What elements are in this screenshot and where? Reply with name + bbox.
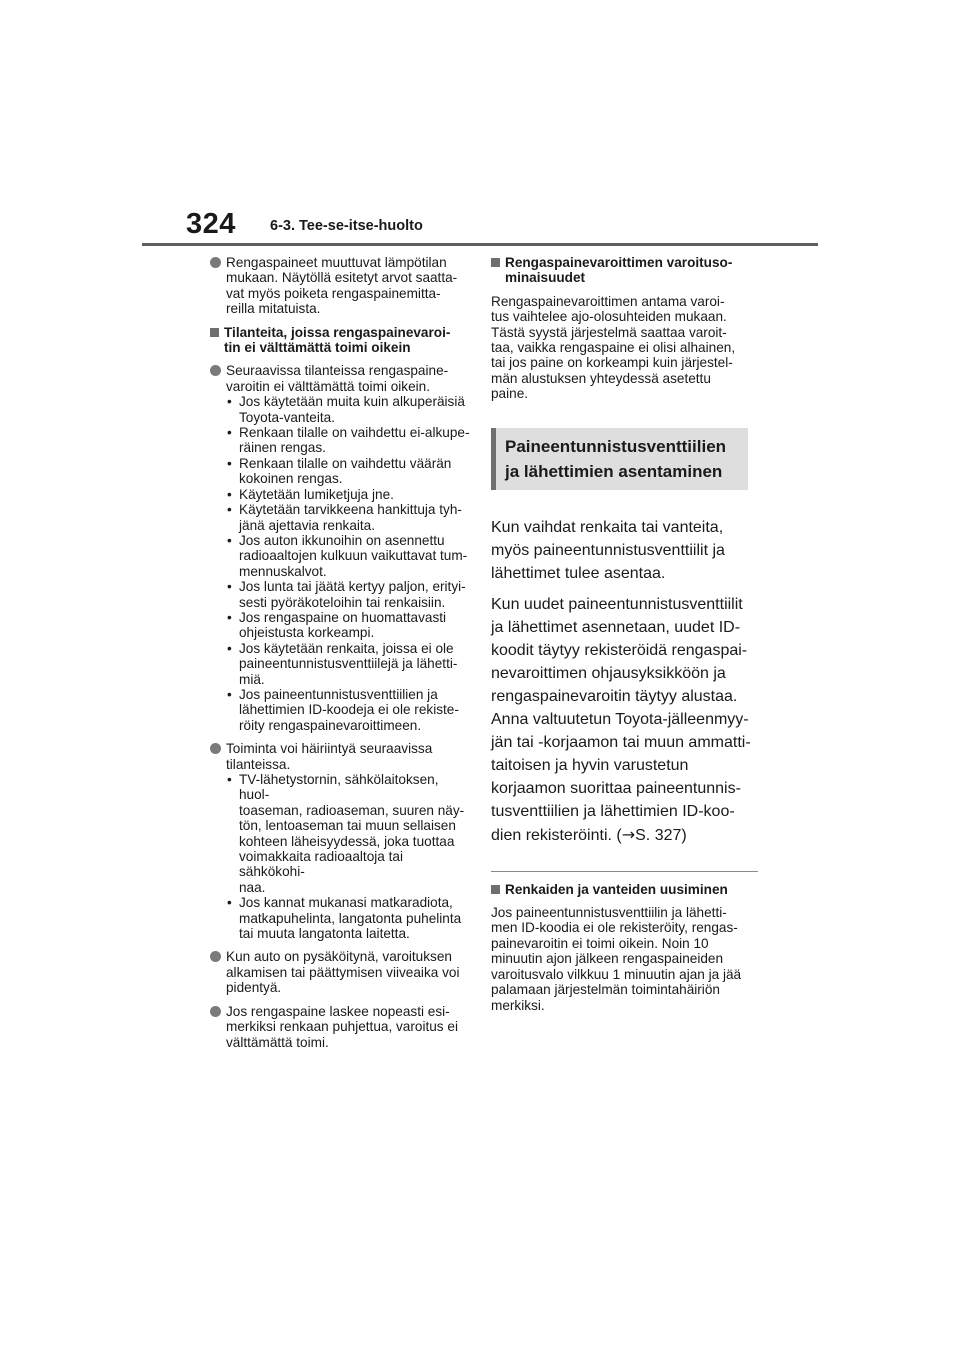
paragraph [491,905,758,1013]
circle-bullet-icon [210,365,221,376]
text-line: tusventtiilien ja lähettimien ID-koo- [491,802,735,820]
list-item [226,425,472,456]
text-line: kohteen läheisyydessä, joka tuottaa [239,833,455,849]
arrow-right-icon: → [621,824,636,844]
text-line: män alustuksen yhteydessä asetettu [491,370,711,386]
text-line: myös paineentunnistusventtiilit ja [491,541,725,559]
text-line: merkiksi. [491,997,545,1013]
divider [491,871,758,872]
text-line: tilanteissa. [226,756,291,772]
list-item [226,610,472,641]
text-line: vat myös poiketa rengaspainemitta- [226,285,441,301]
text-line: räinen rengas. [239,440,326,456]
text-line: • Jos käytetään renkaita, joissa ei ole [239,640,454,656]
text-block [226,255,472,317]
text-block [226,949,472,995]
paragraph-line: dien rekisteröinti. (→S. 327) [491,824,687,844]
text-line: Kun uudet paineentunnistusventtiilit [491,595,743,613]
text-line: Kun auto on pysäköitynä, varoituksen [226,949,452,965]
subheading [210,325,472,356]
text-line: sesti pyöräkoteloihin tai renkaisiin. [239,594,446,610]
text-line: varoitusvalo vilkkuu 1 minuutin ajan ja jää [491,966,742,982]
text-line: Toyota-vanteita. [239,409,335,425]
section-title: 6-3. Tee-se-itse-huolto [270,218,423,234]
circle-bullet-item [210,949,472,995]
text-line: matkapuhelinta, langatonta puhelinta [239,910,462,926]
list-item [226,487,472,502]
text-line: Rengaspainevaroittimen antama varoi- [491,293,725,309]
circle-bullet-icon [210,743,221,754]
text-line: voimakkaita radioaaltoja tai sähkökohi- [239,849,403,880]
text-line: koodit täytyy rekisteröidä rengaspai- [491,641,748,659]
text-line: kokoinen rengas. [239,471,343,487]
right-column [491,255,758,1021]
text-line: naa. [239,879,266,895]
subheading [491,882,758,897]
square-bullet-icon [210,328,219,337]
text-line: jän tai -korjaamon tai muun ammatti- [491,733,751,751]
text-line: men ID-koodia ei ole rekisteröity, rengas- [491,920,738,936]
section-callout [491,428,748,490]
circle-bullet-item [210,1004,472,1050]
text-line: mukaan. Näytöllä esitetyt arvot saatta- [226,270,458,286]
list-item [226,641,472,687]
list-item [226,687,472,733]
list-item [226,772,472,895]
page-number: 324 [186,208,236,240]
left-column [210,255,472,1058]
paragraph-large [491,516,758,585]
list-item [226,533,472,579]
text-line: varoitin ei välttämättä toimi oikein. [226,378,430,394]
paragraph-lines [491,593,758,823]
text-line: • Käytetään tarvikkeena hankittuja tyh- [239,502,462,518]
circle-bullet-icon [210,1006,221,1017]
square-bullet-icon [491,885,500,894]
bullet-list [226,772,472,941]
text-line: Renkaiden ja vanteiden uusiminen [505,881,728,897]
text-line: tus vaihtelee ajo-olosuhteiden mukaan. [491,309,727,325]
text-line: • Jos rengaspaine on huomattavasti [239,609,447,625]
text-line: Rengaspaineet muuttuvat lämpötilan [226,255,447,270]
text-line: Paineentunnistusventtiilien [505,436,727,456]
text-line: taitoisen ja hyvin varustetun [491,756,689,774]
text-line: tai jos paine on korkeampi kuin järjestel- [491,355,733,371]
text-line: Jos rengaspaine laskee nopeasti esi- [226,1003,450,1019]
text-line: minaisuudet [505,270,586,286]
list-item [226,456,472,487]
paragraph-large [491,593,758,847]
circle-bullet-item [210,363,472,733]
text-line: ohjeistusta korkeampi. [239,625,375,641]
text-line: lähettimien ID-koodeja ei ole rekiste- [239,702,459,718]
text-line: toaseman, radioaseman, suuren näy- [239,802,465,818]
text-line: paineentunnistusventtiilejä ja lähetti- [239,656,458,672]
text-line: Kun vaihdat renkaita tai vanteita, [491,518,724,536]
text-line: Tästä syystä järjestelmä saattaa varoit- [491,324,727,340]
text-line: miä. [239,671,265,687]
text-line: • Jos auton ikkunoihin on asennettu [239,532,445,548]
text-line: välttämättä toimi. [226,1034,329,1050]
text-line: paine. [491,386,529,402]
text-line: radioaaltojen kulkuun vaikuttavat tum- [239,548,468,564]
text-line: • Jos paineentunnistusventtiilien ja [239,686,438,702]
square-bullet-icon [491,258,500,267]
text-line: minuutin ajon jälkeen rengaspaineiden [491,951,724,967]
text-line: taa, vaikka rengaspaine ei olisi alhainen, [491,340,736,356]
circle-bullet-icon [210,951,221,962]
text-line: tin ei välttämättä toimi oikein [224,340,411,356]
bullet-list [226,394,472,733]
text-line: • Jos kannat mukanasi matkaradiota, [239,895,453,911]
text-line: Jos paineentunnistusventtiilin ja lähetti- [491,905,727,921]
text-line: tön, lentoaseman tai muun sellaisen [239,818,456,834]
text-block [226,741,472,772]
text-line: lähettimet tulee asentaa. [491,564,666,582]
text-line: Anna valtuutetun Toyota-jälleenmyy- [491,710,749,728]
text-line: merkiksi renkaan puhjettua, varoitus ei [226,1019,458,1035]
paragraph [491,294,758,402]
text-line: Toiminta voi häiriintyä seuraavissa [226,741,433,757]
text-block [226,363,472,394]
text-line: tai muuta langatonta laitetta. [239,926,410,942]
subheading-text [505,882,758,897]
circle-bullet-item [210,255,472,317]
text-line: rengaspainevaroitin täytyy alustaa. [491,687,738,705]
text-line: • Renkaan tilalle on vaihdettu ei-alkupe- [239,425,470,441]
callout-accent-bar [491,428,496,490]
text-line: • Jos lunta tai jäätä kertyy paljon, erityi- [239,579,466,595]
text-line: ja lähettimien asentaminen [505,461,723,481]
text-line: Tilanteita, joissa rengaspainevaroi- [224,324,451,340]
text-line: reilla mitatuista. [226,301,321,317]
text-line: • TV-lähetystornin, sähkölaitoksen, huol- [239,772,439,803]
text-line: nevaroittimen ohjausyksikköön ja [491,664,726,682]
text-line: painevaroitin ei toimi oikein. Noin 10 [491,935,709,951]
text-line: ja lähettimet asennetaan, uudet ID- [491,618,741,636]
text-line: • Renkaan tilalle on vaihdettu väärän [239,455,452,471]
text-block [226,1004,472,1050]
text-line: Rengaspainevaroittimen varoituso- [505,255,733,270]
text-line: mennuskalvot. [239,563,327,579]
text-line: korjaamon suorittaa paineentunnis- [491,779,741,797]
subheading [491,255,758,286]
circle-bullet-icon [210,257,221,268]
text-line: Seuraavissa tilanteissa rengaspaine- [226,363,449,379]
text-line: pidentyä. [226,980,282,996]
text-line: alkamisen tai päättymisen viiveaika voi [226,964,460,980]
header-rule [142,243,818,246]
circle-bullet-item [210,741,472,941]
subheading-text [224,325,472,356]
callout-title [505,434,736,484]
text-line: jänä ajettavia renkaita. [239,517,376,533]
text-line: palamaan järjestelmän toimintahäiriön [491,982,720,998]
list-item [226,394,472,425]
text-line: • Käytetään lumiketjuja jne. [239,486,394,502]
page-reference-link[interactable]: S. 327) [635,826,687,844]
text-line: • Jos käytetään muita kuin alkuperäisiä [239,394,465,410]
list-item [226,579,472,610]
list-item [226,502,472,533]
text-line: röity rengaspainevaroittimeen. [239,717,422,733]
list-item [226,895,472,941]
subheading-text [505,255,758,286]
